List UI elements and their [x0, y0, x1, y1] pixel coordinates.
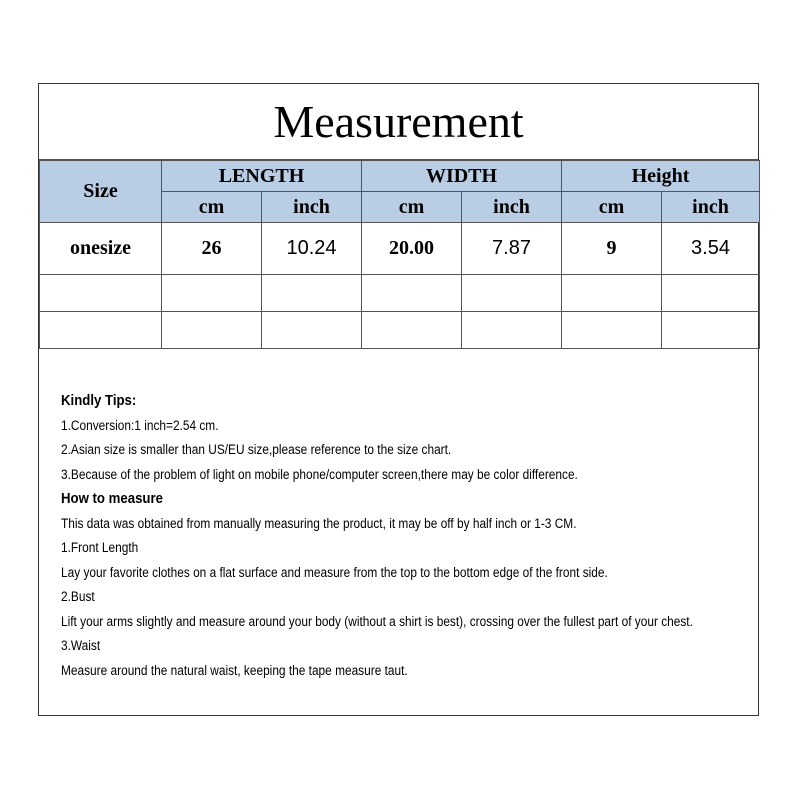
empty-cell — [562, 312, 662, 349]
empty-cell — [662, 312, 760, 349]
size-table — [39, 160, 760, 349]
empty-cell — [262, 312, 362, 349]
empty-cell — [462, 312, 562, 349]
unit-header: inch — [662, 192, 760, 223]
how-to-line: Lay your favorite clothes on a flat surface and measure from the top to the bottom edge of the front side. — [61, 564, 608, 580]
unit-header: cm — [162, 192, 262, 223]
value-cell: 9 — [562, 223, 662, 275]
how-to-line: This data was obtained from manually measuring the product, it may be off by half inch or 1-3 CM. — [61, 515, 577, 531]
value-cell: 26 — [162, 223, 262, 275]
empty-cell — [562, 275, 662, 312]
unit-header: cm — [562, 192, 662, 223]
how-to-line: 1.Front Length — [61, 540, 139, 555]
table-row — [40, 275, 760, 312]
value-cell: 3.54 — [662, 223, 760, 275]
empty-cell — [162, 312, 262, 349]
unit-header: inch — [262, 192, 362, 223]
size-header: Size — [40, 161, 162, 223]
tip-line: 2.Asian size is smaller than US/EU size,please reference to the size chart. — [61, 442, 452, 457]
value-cell: 20.00 — [362, 223, 462, 275]
empty-cell — [362, 312, 462, 349]
empty-cell — [462, 275, 562, 312]
empty-cell — [662, 275, 760, 312]
height-header: Height — [562, 161, 760, 192]
how-to-line: Measure around the natural waist, keeping the tape measure taut. — [61, 662, 408, 678]
empty-cell — [262, 275, 362, 312]
empty-cell — [162, 275, 262, 312]
tip-line: 3.Because of the problem of light on mobile phone/computer screen,there may be color difference. — [61, 466, 578, 482]
tips-section — [61, 389, 693, 683]
tips-heading: Kindly Tips: — [61, 392, 137, 409]
unit-header: cm — [362, 192, 462, 223]
page-title: Measurement — [39, 84, 758, 160]
how-to-line: Lift your arms slightly and measure around your body (without a shirt is best), crossing over the fullest part of your chest. — [61, 613, 693, 629]
how-to-heading: How to measure — [61, 490, 163, 507]
measurement-chart — [38, 83, 759, 716]
empty-cell — [40, 312, 162, 349]
how-to-line: 3.Waist — [61, 638, 101, 653]
value-cell: 10.24 — [262, 223, 362, 275]
width-header: WIDTH — [362, 161, 562, 192]
how-to-line: 2.Bust — [61, 589, 95, 604]
value-cell: 7.87 — [462, 223, 562, 275]
table-row — [40, 312, 760, 349]
empty-cell — [362, 275, 462, 312]
length-header: LENGTH — [162, 161, 362, 192]
size-cell: onesize — [40, 223, 162, 275]
table-row — [40, 223, 760, 275]
empty-cell — [40, 275, 162, 312]
unit-header: inch — [462, 192, 562, 223]
tip-line: 1.Conversion:1 inch=2.54 cm. — [61, 417, 219, 433]
